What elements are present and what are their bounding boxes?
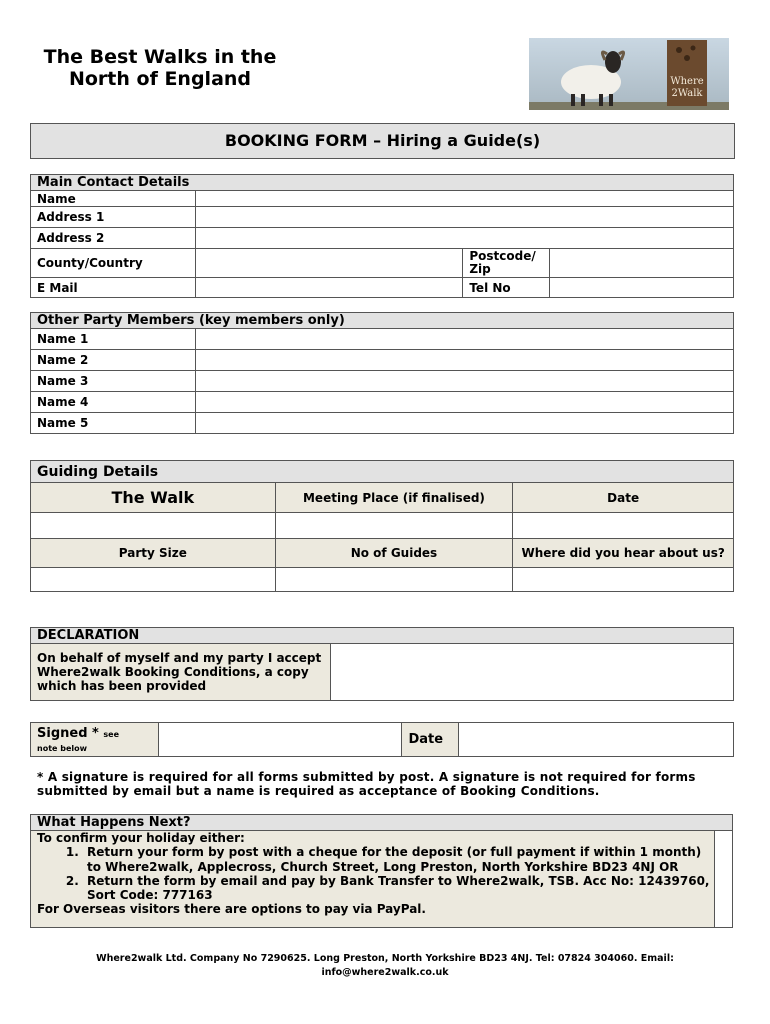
- footer: [40, 952, 730, 980]
- signed-star: *: [87, 725, 104, 741]
- party-name-field[interactable]: [195, 329, 733, 350]
- declaration-text: On behalf of myself and my party I accept Where2walk Booking Conditions, a copy which has been provided: [31, 644, 331, 701]
- postcode-label: Postcode/ Zip: [463, 249, 550, 278]
- address1-field[interactable]: [195, 207, 733, 228]
- party-name-label: Name 4: [31, 392, 196, 413]
- form-title-banner: BOOKING FORM – Hiring a Guide(s): [30, 123, 735, 159]
- signed-date-field[interactable]: [459, 723, 734, 757]
- postcode-field[interactable]: [550, 249, 734, 278]
- sheep-logo-image: [529, 38, 729, 110]
- email-label: E Mail: [31, 278, 196, 298]
- next-step-2: 2. Return the form by email and pay by Bank Transfer to Where2walk, TSB. Acc No: 12439760, Sort Code: 777163: [83, 874, 714, 903]
- date-label: Date: [513, 483, 734, 513]
- signed-label-cell: [31, 723, 159, 757]
- party-name-label: Name 5: [31, 413, 196, 434]
- party-name-field[interactable]: [195, 371, 733, 392]
- signed-label: Signed: [37, 725, 88, 741]
- signature-field[interactable]: [158, 723, 402, 757]
- what-happens-next-body: [31, 831, 715, 927]
- page-title: The Best Walks in the North of England: [43, 46, 277, 90]
- signed-note-below: note below: [37, 743, 88, 753]
- what-happens-next-heading: What Happens Next?: [31, 815, 732, 831]
- party-name-field[interactable]: [195, 413, 733, 434]
- meeting-place-field[interactable]: [275, 513, 513, 539]
- address2-label: Address 2: [31, 228, 196, 249]
- meeting-place-label: Meeting Place (if finalised): [275, 483, 513, 513]
- walk-label: The Walk: [31, 483, 276, 513]
- email-field[interactable]: [195, 278, 462, 298]
- walk-field[interactable]: [31, 513, 276, 539]
- next-steps-list: [37, 845, 714, 902]
- party-size-label: Party Size: [31, 539, 276, 568]
- name-label: Name: [31, 191, 196, 207]
- guiding-heading: Guiding Details: [31, 461, 734, 483]
- address1-label: Address 1: [31, 207, 196, 228]
- main-contact-table: [30, 174, 734, 298]
- next-intro: To confirm your holiday either:: [37, 831, 245, 845]
- name-field[interactable]: [195, 191, 733, 207]
- county-label: County/Country: [31, 249, 196, 278]
- tel-field[interactable]: [550, 278, 734, 298]
- next-overseas: For Overseas visitors there are options to pay via PayPal.: [37, 902, 426, 917]
- party-name-label: Name 3: [31, 371, 196, 392]
- date-field[interactable]: [513, 513, 734, 539]
- declaration-table: [30, 627, 734, 701]
- party-heading: Other Party Members (key members only): [31, 313, 734, 329]
- signed-table: [30, 722, 734, 757]
- footer-email: info@where2walk.co.uk: [321, 967, 449, 978]
- main-contact-heading: Main Contact Details: [31, 175, 734, 191]
- signed-date-label: Date: [402, 723, 459, 757]
- signature-note: * A signature is required for all forms submitted by post. A signature is not required for forms submitted by email but a name is required as acceptance of Booking Conditions.: [37, 770, 696, 798]
- guiding-details-table: [30, 460, 734, 592]
- tel-label: Tel No: [463, 278, 550, 298]
- footer-company: Where2walk Ltd. Company No 7290625. Long Preston, North Yorkshire BD23 4NJ. Tel: 07824 304060. Email:: [96, 953, 674, 964]
- declaration-heading: DECLARATION: [31, 628, 734, 644]
- guides-field[interactable]: [275, 568, 513, 592]
- svg-text:2Walk: 2Walk: [671, 88, 703, 99]
- party-name-field[interactable]: [195, 392, 733, 413]
- party-name-field[interactable]: [195, 350, 733, 371]
- party-size-field[interactable]: [31, 568, 276, 592]
- declaration-field[interactable]: [330, 644, 733, 701]
- guides-label: No of Guides: [275, 539, 513, 568]
- hear-about-field[interactable]: [513, 568, 734, 592]
- party-members-table: [30, 312, 734, 434]
- address2-field[interactable]: [195, 228, 733, 249]
- signed-see: see: [103, 729, 119, 739]
- party-name-label: Name 1: [31, 329, 196, 350]
- party-name-label: Name 2: [31, 350, 196, 371]
- next-step-1: 1. Return your form by post with a cheque for the deposit (or full payment if within 1 month) to Where2walk, Applecross, Church Street, Long Preston, North Yorkshire BD23 4NJ OR: [83, 845, 714, 874]
- what-happens-next-box: [30, 814, 733, 928]
- where2walk-logo: [529, 38, 729, 110]
- county-field[interactable]: [195, 249, 462, 278]
- svg-text:Where: Where: [670, 76, 704, 87]
- hear-about-label: Where did you hear about us?: [513, 539, 734, 568]
